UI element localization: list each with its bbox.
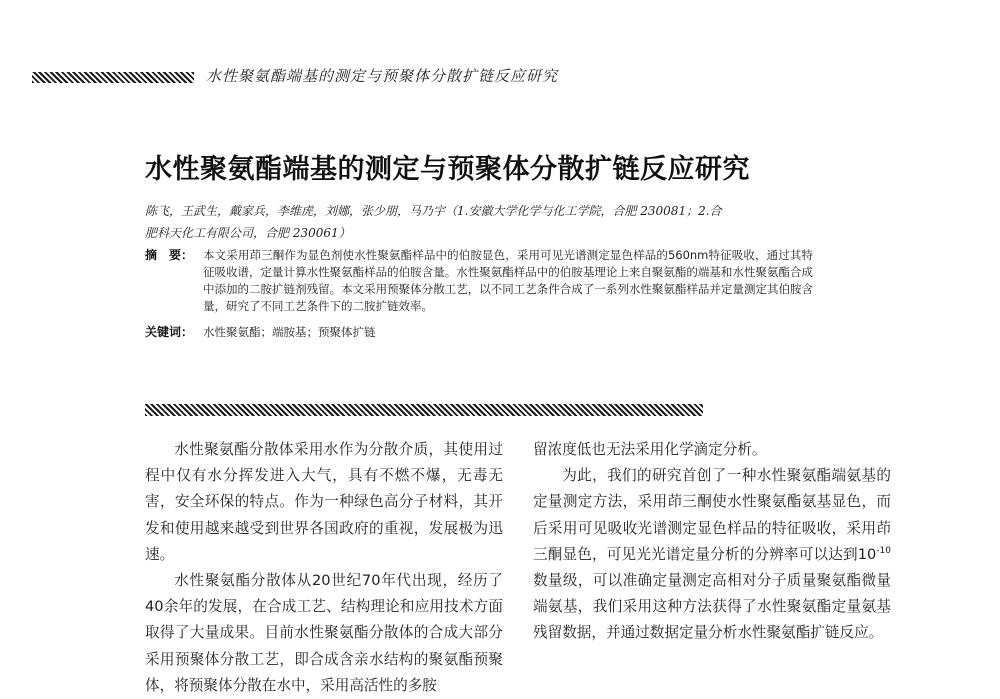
authors-line-2: 肥科天化工有限公司，合肥 230061）: [145, 226, 351, 240]
section-divider-bar: [145, 404, 703, 416]
body-column-right: [533, 437, 891, 647]
authors-affiliations: [145, 200, 815, 244]
keywords-text: 水性聚氨酯；端胺基；预聚体扩链: [203, 325, 376, 339]
body-column-left: [145, 437, 503, 699]
header-decorative-bar: [32, 72, 194, 83]
paper-title: 水性聚氨酯端基的测定与预聚体分散扩链反应研究: [145, 154, 750, 185]
authors-line-1: 陈飞，王武生，戴家兵，李维虎，刘娜，张少朋，马乃宇（1.安徽大学化学与化工学院，合肥 230081；2.合: [145, 204, 722, 218]
body-paragraph: 水性聚氨酯分散体从20世纪70年代出现，经历了40余年的发展，在合成工艺、结构理论和应用技术方面取得了大量成果。目前水性聚氨酯分散体的合成大部分采用预聚体分散工艺，即合成含亲水结构的聚氨酯预聚体，将预聚体分散在水中，采用高活性的多胺: [145, 572, 503, 694]
exponent: -10: [876, 545, 891, 556]
running-header-title: 水性聚氨酯端基的测定与预聚体分散扩链反应研究: [206, 67, 559, 85]
body-text: 为此，我们的研究首创了一种水性聚氨酯端氨基的定量测定方法，采用茚三酮使水性聚氨酯氨基显色，而后采用可见吸收光谱测定显色样品的特征吸收，采用茚三酮显色，可见光光谱定量分析的分辨率可以达到10: [533, 467, 891, 563]
body-paragraph: 留浓度低也无法采用化学滴定分析。: [533, 441, 767, 458]
body-paragraph: [533, 463, 891, 646]
abstract-text: 本文采用茚三酮作为显色剂使水性聚氨酯样品中的伯胺显色，采用可见光谱测定显色样品的560nm特征吸收，通过其特征吸收谱，定量计算水性聚氨酯样品的伯胺含量。水性聚氨酯样品中的伯胺基理论上来自聚氨酯的端基和水性聚氨酯合成中添加的二胺扩链剂残留。本文采用预聚体分散工艺，以不同工艺条件合成了一系列水性聚氨酯样品并定量测定其伯胺含量，研究了不同工艺条件下的二胺扩链效率。: [203, 248, 813, 313]
keywords-label: 关键词：: [145, 325, 194, 339]
abstract-label: 摘 要：: [145, 248, 194, 262]
body-paragraph: 水性聚氨酯分散体采用水作为分散介质，其使用过程中仅有水分挥发进入大气，具有不燃不爆，无毒无害，安全环保的特点。作为一种绿色高分子材料，其开发和使用越来越受到世界各国政府的重视，发展极为迅速。: [145, 441, 503, 563]
body-text: 数量级，可以准确定量测定高相对分子质量聚氨酯微量端氨基，我们采用这种方法获得了水性聚氨酯定量氨基残留数据，并通过数据定量分析水性聚氨酯扩链反应。: [533, 572, 891, 642]
